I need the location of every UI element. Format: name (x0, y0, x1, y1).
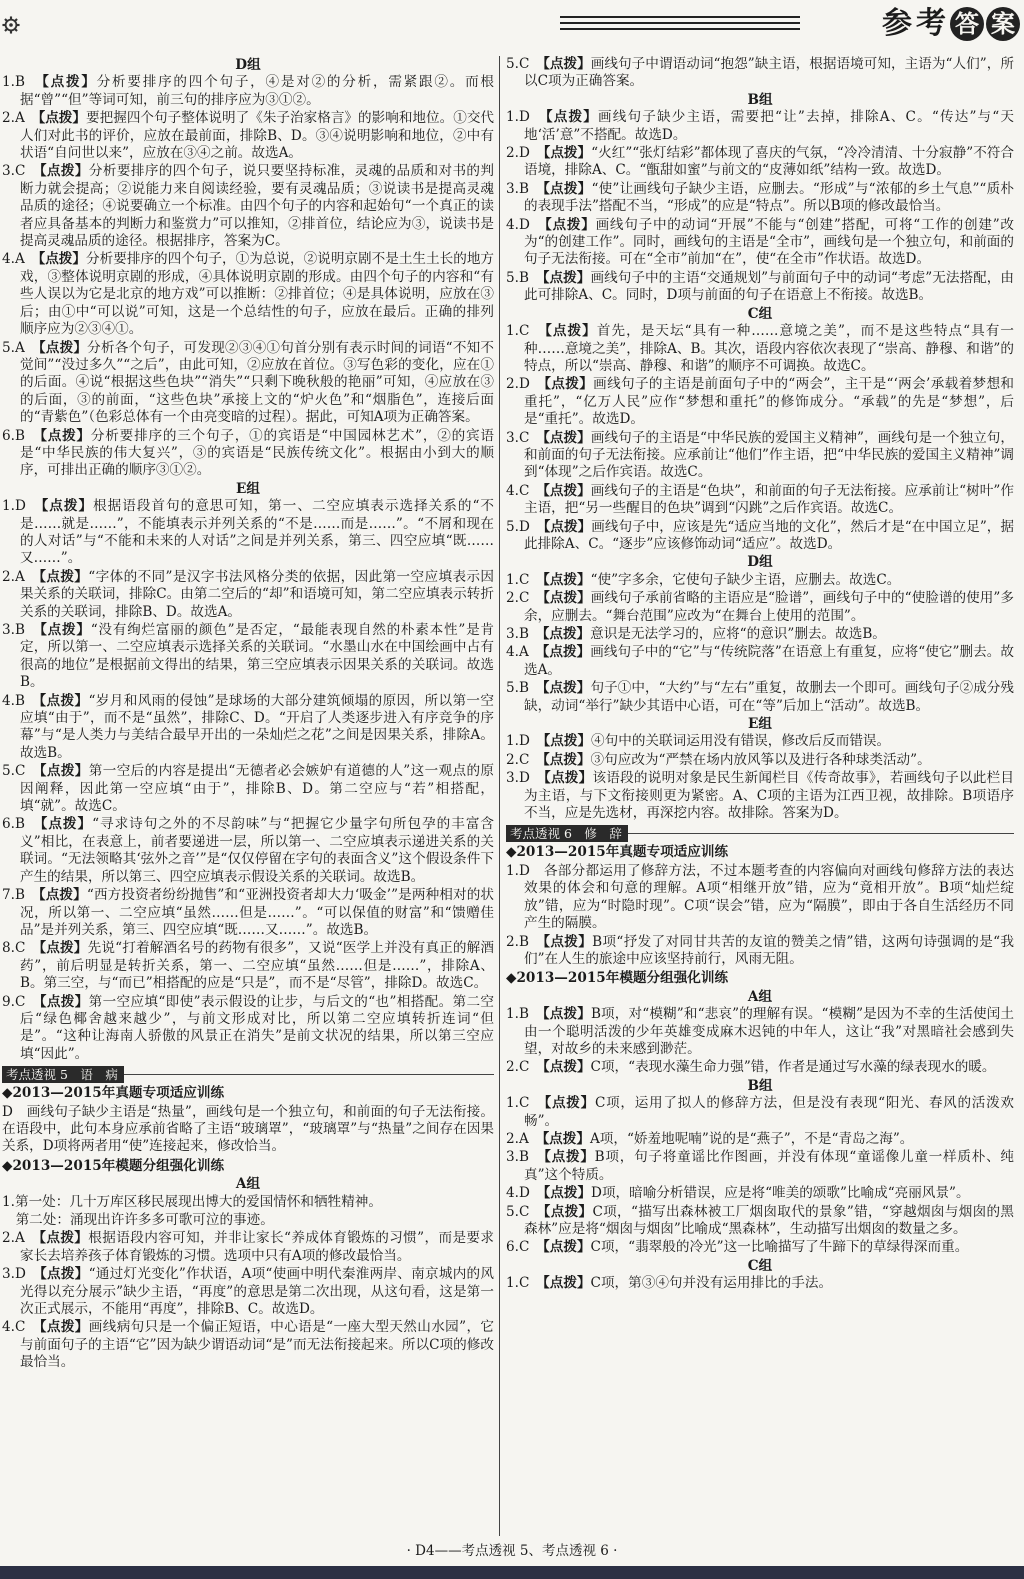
answer-number: 2.C (506, 1059, 530, 1076)
hint-tag: 【点拨】 (543, 145, 592, 162)
answer-item (2, 498, 494, 568)
answer-item (2, 428, 494, 480)
group-heading: A组 (235, 1176, 261, 1193)
answer-text: 画线病句只是一个偏正短语，中心语是“一座大型天然山水园”，它与前面句子的主语“它”因为缺少谓语动词“是”而无法衔接起来。所以C项的修改最恰当。 (20, 1319, 495, 1371)
hint-tag: 【点拨】 (40, 816, 93, 833)
answer-item (2, 569, 494, 621)
answer-item (506, 770, 1014, 822)
hint-tag: 【点拨】 (41, 498, 94, 515)
answer-number: 5.A (2, 339, 25, 356)
answer-text: 先说“打着解酒名号的药物有很多”，又说“医学上并没有真正的解酒药”，前后明显是转折关系，第一、二空应填“虽然……但是……”，排除A、B。第三空，与“而已”相搭配的应是“只是”，而不是“尽管”，排除D。故选C。 (20, 940, 495, 992)
answer-text: C项，“翡翠般的冷光”这一比喻描写了牛蹄下的草绿得深而重。 (590, 1239, 969, 1256)
hint-tag: 【点拨】 (542, 644, 591, 661)
answer-item (506, 323, 1014, 375)
answer-item (506, 1149, 1014, 1184)
answer-text: “使”字多余，它使句子缺少主语，应删去。故选C。 (590, 571, 901, 588)
answer-item (2, 693, 494, 763)
answer-number: 4.D (506, 216, 530, 233)
answer-text: ④句中的关联词运用没有错误，修改后反而错误。 (591, 733, 891, 750)
hint-tag: 【点拨】 (542, 680, 591, 697)
hint-tag: 【点拨】 (39, 1266, 89, 1283)
gear-icon (2, 16, 20, 34)
answer-text: 画线句子的主语是“中华民族的爱国主义精神”，画线句是一个独立句，和前面的句子无法衔接。应承前让“他们”作主语，把“中华民族的爱国主义精神”调到“体现”之后作宾语。故选C。 (524, 429, 1014, 481)
hint-tag: 【点拨】 (38, 339, 88, 356)
answer-item (2, 1266, 494, 1318)
header-rule (560, 16, 800, 34)
answer-number: 1.D (2, 498, 26, 515)
answer-number: 6.B (2, 816, 25, 833)
answer-text: “火红”“张灯结彩”都体现了喜庆的气氛，“冷冷清清、十分寂静”不符合语境，排除A、C。“甑甜如蜜”与前文的“皮薄如纸”结构一致。故选D。 (524, 145, 1015, 179)
answer-text: 首先，是天坛“具有一种……意境之美”，而不是这些特点“具有一种……意境之美”，排除A、B。其次，语段内容依次表现了“崇高、静穆、和谐”的特点，所以“崇高、静穆、和谐”的顺序不可调换。故选C。 (524, 323, 1014, 374)
answer-number: 2.A (2, 110, 25, 127)
hint-tag: 【点拨】 (545, 109, 599, 126)
answer-number: 1.B (2, 74, 25, 91)
hint-tag: 【点拨】 (542, 1130, 590, 1147)
answer-item (506, 1131, 1014, 1148)
hint-tag: 【点拨】 (543, 56, 591, 72)
hint-tag: 【点拨】 (40, 622, 91, 638)
answer-number: 1.C (506, 323, 530, 340)
answer-item (2, 74, 494, 109)
answer-number: 1.C (506, 1095, 530, 1112)
answer-text: 分析要排序的四个句子，①为总说，②说明京剧不是土生土长的地方戏，③整体说明京剧的形成，④具体说明京剧的形成。由四个句子的内容和“有些人误以为它是北京的地方戏”可以推断：②排首位；④是具体说明，应放在③后；由①中“可以说”可知，这是一个总结性的句子，应放在最后。正确的排列顺序应为②③④①。 (20, 251, 495, 338)
answer-text: C项，第③④句并没有运用排比的手法。 (590, 1275, 833, 1292)
answer-number: 1.B (506, 1006, 529, 1023)
answer-text: B项，句子将童谣比作图画，并没有体现“童谣像儿童一样质朴、纯真”这个特质。 (524, 1149, 1015, 1183)
answer-text: C项，“表现水藻生命力强”错，作者是通过写水藻的绿表现水的暖。 (590, 1059, 996, 1076)
answer-item (506, 1059, 1014, 1076)
answer-number: 9.C (2, 993, 26, 1010)
answer-text: “使”让画线句子缺少主语，应删去。“形成”与“浓郁的乡土气息”“质朴的表现手法”搭配不当，“形成”的应是“特点”。所以B项的修改最恰当。 (524, 180, 1014, 215)
answer-text: 画线句子中的主语“交通规划”与前面句子中的动词“考虑”无法搭配，由此可排除A、C。同时，D项与前面的句子在语意上不衔接。故选B。 (524, 269, 1015, 304)
right-column (506, 56, 1014, 1294)
hint-tag: 【点拨】 (39, 993, 89, 1010)
hint-tag: 【点拨】 (542, 1275, 591, 1292)
answer-text: 分析要排序的三个句子，①的宾语是“中国园林艺术”，②的宾语是“中华民族的伟大复兴”，③的宾语是“民族传统文化”。根据由小到大的顺序，可排出正确的顺序③①②。 (20, 427, 495, 479)
hint-tag: 【点拨】 (542, 1006, 591, 1023)
answer-item (506, 590, 1014, 625)
answer-number: 4.D (506, 1185, 530, 1202)
group-heading: B组 (747, 1077, 773, 1094)
answer-text: ③句应改为“严禁在场内放风筝以及进行各种球类活动”。 (590, 751, 931, 768)
section-heading: ◆ 2013—2015年真题专项适应训练 (2, 1085, 494, 1102)
answer-text: C项，运用了拟人的修辞方法，但是没有表现“阳光、春风的活泼欢畅”。 (524, 1095, 1015, 1129)
hint-tag: 【点拨】 (542, 269, 591, 286)
hint-tag: 【点拨】 (38, 110, 87, 127)
answer-number: 6.B (2, 427, 25, 444)
answer-item (506, 572, 1014, 589)
page-footer: · D4——考点透视 5、考点透视 6 · (406, 1543, 618, 1559)
answer-number: 4.A (2, 251, 25, 268)
answer-text: “西方投资者纷纷抛售”和“亚洲投资者却大力‘吸金’”是两种相对的状况，所以第一、二空应填“虽然……但是……”。“可以保值的财富”和“馈赠佳品”是并列关系，第三、四空应填“既……又……”。故选B。 (20, 887, 495, 938)
answer-item (506, 181, 1014, 216)
bottom-bar (0, 1566, 1024, 1579)
answer-number: 2.A (506, 1130, 529, 1147)
answer-number: 2.A (2, 568, 25, 585)
hint-tag: 【点拨】 (39, 692, 89, 709)
answer-number: 2.B (506, 933, 529, 950)
answer-number: 1.D (506, 109, 530, 126)
topic-rule (124, 1074, 494, 1075)
group-heading: D组 (747, 554, 773, 571)
answer-number: 2.D (506, 376, 530, 393)
hint-tag: 【点拨】 (39, 163, 89, 180)
answer-text: D 画线句子缺少主语是“热量”，画线句是一个独立句，和前面的句子无法衔接。在语段中，此句本身应承前省略了主语“玻璃罩”，“玻璃罩”与“热量”之间存在因果关系，D项将两者用“使”连接起来，修改恰当。 (2, 1103, 494, 1155)
hint-tag: 【点拨】 (542, 1239, 591, 1256)
answer-text: 画线句子中，应该是先“适应当地的文化”，然后才是“在中国立足”，据此排除A、C。“逐步”应该修饰动词“适应”。故选D。 (524, 518, 1015, 552)
hint-tag: 【点拨】 (542, 1059, 591, 1076)
answer-number: 5.D (506, 518, 530, 535)
answer-item (2, 763, 494, 815)
hint-tag: 【点拨】 (543, 590, 591, 607)
answer-number: 4.C (506, 482, 530, 499)
answer-item (2, 887, 494, 939)
answer-item (506, 376, 1014, 428)
answer-number: 3.D (506, 770, 530, 787)
answer-item (2, 994, 494, 1064)
answer-text: 第一空应填“即使”表示假设的让步，与后文的“也”相搭配。第二空后“绿色椰舍越来越少”，与前文形成对比，所以第二空应填转折连词“但是”。“这种让海南人骄傲的风景正在消失”是前文状况的结果，所以第三空应填“因此”。 (20, 993, 495, 1062)
answer-text: B项，对“模糊”和“悲哀”的理解有误。“模糊”是因为不幸的生活使闰土由一个聪明活泼的少年英雄变成麻木迟钝的中年人，这让“我”对黑暗社会感到失望，对故乡的未来感到渺茫。 (524, 1006, 1015, 1057)
answer-item (2, 622, 494, 692)
column-divider (499, 56, 500, 1536)
answer-text: 分析要排序的四个句子，说只要坚持标准，灵魂的品质和对书的判断力就会提高；②说能力来自阅读经验，要有灵魂品质；③说读书是提高灵魂品质的途径；④说要确立一个标准。由四个句子的内容和起始句“一个真正的读者应具备基本的判断力和鉴赏力”可以推知，②排首位，结论应为③，说读书是提高灵魂品质的途径。根据排序，答案为C。 (20, 163, 495, 250)
answer-text: 该语段的说明对象是民生新闻栏目《传奇故事》，若画线句子以此栏目为主语，与下文衔接则更为紧密。A、C项的主语为江西卫视，故排除。B项语序不当，应是先选材，再深挖内容。故排除。答案为D。 (524, 770, 1015, 822)
answer-text: 画线句子中谓语动词“抱怨”缺主语，根据语境可知，主语为“人们”，所以C项为正确答案。 (524, 56, 1015, 90)
answer-item (506, 626, 1014, 643)
answer-item (2, 163, 494, 250)
answer-number: 2.A (2, 1230, 25, 1247)
answer-item (506, 1239, 1014, 1256)
topic-label: 考点透视 6 修 辞 (506, 825, 628, 842)
hint-tag: 【点拨】 (544, 1095, 595, 1112)
answer-item (506, 733, 1014, 750)
answer-text: B项“抒发了对同甘共苦的友谊的赞美之情”错，这两句诗强调的是“我们”在人生的旅途中应该坚持前行，风雨无阻。 (524, 933, 1014, 967)
section-heading: ◆ 2013—2015年模题分组强化训练 (506, 970, 1014, 987)
answer-number: 3.C (2, 163, 26, 180)
answer-text: 画线句子承前省略的主语应是“脸谱”，画线句子中的“使脸谱的使用”多余，应删去。“舞台范围”应改为“在舞台上使用的范围”。 (524, 590, 1015, 624)
answer-item (506, 1095, 1014, 1130)
answer-number: 7.B (2, 887, 25, 904)
group-heading: C组 (747, 1257, 773, 1274)
hint-tag: 【点拨】 (542, 751, 591, 768)
hint-tag: 【点拨】 (544, 1149, 595, 1166)
answer-item (506, 270, 1014, 305)
answer-item (506, 430, 1014, 482)
answer-text: “没有绚烂富丽的颜色”是否定，“最能表现自然的朴素本性”是肯定，所以第一、二空应填表示选择关系的关联词。“水墨山水在中国绘画中占有很高的地位”是根据前文得出的结果，第三空应填表示因果关系的关联词。故选B。 (20, 622, 495, 691)
hint-tag: 【点拨】 (39, 1319, 89, 1336)
answer-item (506, 483, 1014, 518)
section-heading: ◆ 2013—2015年模题分组强化训练 (2, 1158, 494, 1175)
hint-tag: 【点拨】 (543, 429, 591, 446)
answer-number: 5.B (506, 269, 529, 286)
answer-number: 3.B (2, 622, 25, 638)
hint-tag: 【点拨】 (39, 940, 88, 957)
answer-number: 3.B (506, 626, 529, 642)
answer-item (506, 1275, 1014, 1292)
answer-text: 意识是无法学习的，应将“的意识”删去。故选B。 (590, 626, 886, 642)
answer-number: 6.C (506, 1239, 530, 1256)
answer-number: 5.B (506, 680, 529, 697)
header-title-char: 参 (882, 6, 914, 41)
hint-tag: 【点拨】 (543, 770, 593, 787)
answer-item (2, 816, 494, 886)
hint-tag: 【点拨】 (40, 427, 91, 444)
answer-number: 8.C (2, 940, 26, 957)
hint-tag: 【点拨】 (545, 323, 597, 340)
answer-number: 3.D (2, 1266, 26, 1283)
answer-item (506, 1204, 1014, 1239)
answer-item (2, 340, 494, 427)
hint-tag: 【点拨】 (39, 763, 89, 780)
answer-item (506, 1006, 1014, 1058)
answer-number: 4.A (506, 644, 529, 661)
answer-text: 画线句子的主语是“色块”，和前面的句子无法衔接。应承前让“树叶”作主语，把“另一些醒目的色块”调到“闪跳”之后作宾语。故选C。 (524, 482, 1015, 517)
section-heading: ◆ 2013—2015年真题专项适应训练 (506, 844, 1014, 861)
answer-item (506, 680, 1014, 715)
topic-label: 考点透视 5 语 病 (2, 1066, 124, 1083)
hint-tag: 【点拨】 (544, 216, 596, 233)
header-title-char: 考 (916, 6, 948, 41)
answer-text: 根据语段首句的意思可知，第一、二空应填表示选择关系的“不是……就是……”，不能填表示并列关系的“不是……而是……”。“不屑和现在的人对话”与“不能和未来的人对话”之间是并列关系，第三、四空应填“既……又……”。 (20, 498, 495, 567)
answer-text: 要把握四个句子整体说明了《朱子治家格言》的影响和地位。①交代人们对此书的评价，应放在最前面，排除B、D。③④说明影响和地位，②中有状语“自问世以来”，应放在③④之前。故选A。 (20, 110, 495, 162)
answer-text: 画线句子缺少主语，需要把“让”去掉，排除A、C。“传达”与“天地‘活’意”不搭配。故选D。 (524, 109, 1015, 143)
hint-tag: 【点拨】 (542, 571, 591, 588)
hint-tag: 【点拨】 (38, 887, 87, 904)
answer-item (2, 1319, 494, 1371)
answer-number: 2.D (506, 145, 530, 162)
header-title-char-circled: 答 (950, 7, 984, 41)
answer-text: “岁月和风雨的侵蚀”是球场的大部分建筑倾塌的原因，所以第一空应填“由于”，而不是“虽然”，排除C、D。“开启了人类逐步进入有序竞争的序幕”与“是人类力与美结合最早开出的一朵灿烂之花”之间是因果关系，排除A。故选B。 (20, 692, 495, 761)
group-heading: C组 (747, 305, 773, 322)
answer-item (506, 863, 1014, 933)
answer-number: 3.C (506, 429, 530, 446)
answer-item (506, 145, 1014, 180)
hint-tag: 【点拨】 (544, 376, 594, 393)
answer-number: 3.B (506, 1149, 529, 1166)
answer-item (2, 110, 494, 162)
answer-number: 4.B (2, 692, 25, 709)
group-heading: D组 (235, 57, 261, 73)
answer-text: A项，“娇羞地呢喃”说的是“燕子”，不是“青岛之海”。 (589, 1130, 914, 1147)
answer-item (506, 644, 1014, 679)
answer-item (506, 217, 1014, 269)
answer-number: 5.C (506, 1203, 530, 1220)
hint-tag: 【点拨】 (39, 1230, 89, 1247)
group-heading: B组 (747, 91, 773, 108)
left-column (2, 56, 494, 1373)
answer-text: 分析要排序的四个句子，④是对②的分析，需紧跟②。而根据“曾”“但”等词可知，前三句的排序应为③①②。 (20, 74, 495, 108)
answer-item (506, 519, 1014, 554)
answer-number: 1.C (506, 1275, 530, 1292)
topic-banner (2, 1066, 494, 1083)
header-title (882, 4, 1020, 44)
answer-text: 根据语段内容可知，并非让家长“养成体育锻炼的习惯”，而是要求家长去培养孩子体育锻炼的习惯。选项中只有A项的修改最恰当。 (20, 1230, 495, 1264)
answer-text: C项，“描写出森林被工厂烟囱取代的景象”错，“穿越烟囱与烟囱的黑森林”应是将“烟囱与烟囱”比喻成“黑森林”，生动描写出烟囱的数量之多。 (524, 1203, 1015, 1237)
answer-text: 分析各个句子，可发现②③④①句首分别有表示时间的词语“不知不觉间”“没过多久”“之后”，由此可知，②应放在首位。③写色彩的变化，应在①的后面。④说“根据这些色块”“消失”“只剩下晚秋般的艳丽”可知，④应放在③的后面，③的前面，“这些色块”承接上文的“炉火色”和“烟脂色”，连接后面的“青紫色”（色彩总体有一个由亮变暗的过程）。据此，可知A项为正确答案。 (20, 339, 495, 426)
answer-text: 画线句子的主语是前面句子中的“两会”，主干是“‘两会’承载着梦想和重托”，“亿万人民”应作“梦想和重托”的修饰成分。“承载”的先是“梦想”，后是“重托”。故选D。 (524, 376, 1015, 428)
answer-number: 5.C (506, 56, 530, 72)
group-heading: A组 (747, 988, 773, 1005)
group-heading: E组 (236, 480, 260, 497)
hint-tag: 【点拨】 (543, 1203, 593, 1220)
group-heading: E组 (748, 716, 772, 733)
hint-tag: 【点拨】 (543, 1185, 592, 1202)
answer-number: 2.C (506, 751, 530, 768)
hint-tag: 【点拨】 (543, 180, 592, 197)
answer-item (506, 1185, 1014, 1202)
hint-tag: 【点拨】 (543, 518, 592, 535)
hint-tag: 【点拨】 (39, 568, 89, 585)
answer-number: 5.C (2, 763, 26, 780)
answer-text: “通过灯光变化”作状语，A项“使画中明代秦淮两岸、南京城内的风光得以充分展示”缺少主语，“再度”的意思是第二次出现，从这句看，这是第一次正式展示，不能用“再度”，排除B、C。故选D。 (20, 1266, 494, 1318)
answer-item (2, 251, 494, 338)
answer-number: 1.C (506, 571, 530, 588)
answer-text: “寻求诗句之外的不尽韵味”与“把握它少量字句所包孕的丰富含义”相比，在表意上，前者要递进一层，所以第一、二空应填表示递进关系的关联词。“无法领略其‘弦外之音’”是“仅仅停留在字句的表面含义”这个假设条件下产生的结果，所以第三、四空应填表示假设关系的关联词。故选B。 (20, 816, 495, 885)
answer-text: 各部分都运用了修辞方法，不过本题考查的内容偏向对画线句修辞方法的表达效果的体会和句意的理解。A项“相继开放”错，应为“竟相开放”。B项“灿烂绽放”错，应为“时隐时现”。C项“误会”错，应为“隔膜”，即由于各自生活经历不同产生的隔膜。 (524, 862, 1015, 932)
answer-number: 2.C (506, 590, 530, 607)
answer-text: 画线句子中的“它”与“传统院落”在语意上有重复，应将“使它”删去。故选A。 (524, 644, 1014, 678)
answer-item (2, 940, 494, 992)
answer-number: 4.C (2, 1319, 26, 1336)
answer-item (506, 934, 1014, 969)
hint-tag: 【点拨】 (38, 251, 87, 268)
answer-item (506, 56, 1014, 91)
answer-number: 1.D (506, 862, 530, 879)
answer-item (506, 752, 1014, 769)
answer-text: 句子①中，“大约”与“左右”重复，故删去一个即可。画线句子②成分残缺，动词“举行”缺少其语中心语，可在“等”后加上“活动”。故选B。 (524, 680, 1015, 714)
answer-text: D项，暗喻分析错误，应是将“唯美的颂歌”比喻成“亮丽风景”。 (591, 1185, 970, 1202)
topic-rule (628, 833, 1014, 834)
topic-banner (506, 825, 1014, 842)
answer-item (2, 1230, 494, 1265)
answer-text: 第一空后的内容是提出“无德者必会嫉妒有道德的人”这一观点的原因阐释，因此第一空应填“由于”，排除B、D。第二空应与“若”相搭配，填“就”。故选C。 (20, 763, 495, 815)
answer-text: 1.第一处：几十万库区移民展现出博大的爱国情怀和牺牲精神。 (2, 1193, 382, 1210)
hint-tag: 【点拨】 (543, 933, 593, 950)
hint-tag: 【点拨】 (542, 626, 591, 642)
answer-text: “字体的不同”是汉字书法风格分类的依据，因此第一空应填表示因果关系的关联词，排除C。由第二空后的“却”和语境可知，第二空应填表示转折关系的关联词，排除B、D。故选A。 (20, 568, 495, 620)
answer-text: 画线句子中的动词“开展”不能与“创建”搭配，可将“工作的创建”改为“的创建工作”。同时，画线句的主语是“全市”，画线句是一个独立句，和前面的句子无法衔接。可在“全市”前加“在”，使“在全市”作状语。故选D。 (524, 216, 1015, 268)
hint-tag: 【点拨】 (543, 733, 592, 750)
answer-number: 1.D (506, 733, 530, 750)
answer-item (506, 109, 1014, 144)
header-title-char-circled: 案 (986, 7, 1020, 41)
page-header (0, 0, 1024, 48)
hint-tag: 【点拨】 (42, 74, 97, 91)
answer-number: 3.B (506, 180, 529, 197)
answer-text: 第二处：涌现出许许多多可歌可泣的事迹。 (2, 1212, 274, 1228)
hint-tag: 【点拨】 (543, 482, 591, 499)
